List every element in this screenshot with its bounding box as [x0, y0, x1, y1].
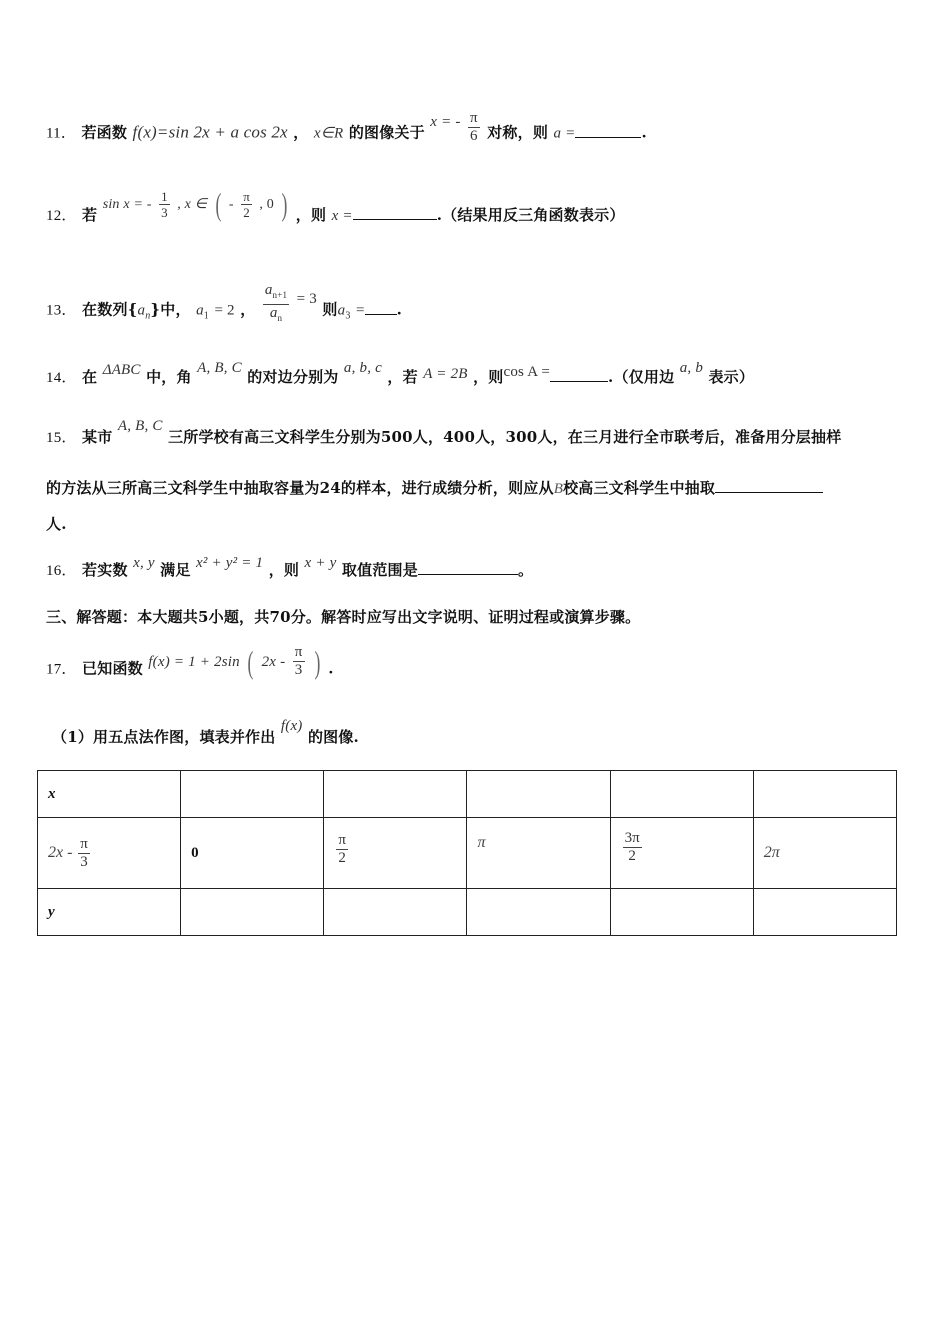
q11-text-2: ，	[293, 123, 309, 142]
question-12	[46, 186, 625, 232]
table-cell-0: 0	[181, 818, 324, 889]
fraction-numerator: π	[294, 644, 303, 660]
question-15	[46, 418, 842, 447]
table-cell[interactable]	[753, 889, 896, 936]
question-number: 15．	[46, 430, 77, 446]
q14-text-2: 中，角	[146, 368, 192, 386]
question-number: 17．	[46, 661, 77, 678]
answer-blank[interactable]	[353, 205, 437, 220]
fraction-denominator	[263, 305, 289, 327]
q12-interval-fraction	[241, 189, 252, 220]
q15-text-2: 三所学校有高三文科学生分别为500人，400人，300人，在三月进行全市联考后，准备用分层抽样	[168, 428, 842, 446]
q17-function: f(x) = 1 + 2sin	[148, 653, 240, 670]
q17-1-text-2: 的图像.	[307, 728, 359, 746]
q11-function: f(x)=sin 2x + a cos 2x	[132, 122, 288, 142]
table-row	[38, 889, 897, 936]
row2-label-pre: 2x -	[48, 843, 73, 861]
table-cell-pi-over-2	[324, 818, 467, 889]
q13-text-1: 在数列{	[82, 300, 138, 319]
table-cell[interactable]	[753, 771, 896, 818]
q11-axis-lhs: x = -	[430, 113, 461, 130]
q13-seq-sub: n	[145, 310, 151, 322]
table-cell[interactable]	[181, 889, 324, 936]
q12-condition: sin x = -	[102, 197, 152, 212]
table-row	[38, 771, 897, 818]
table-cell-pi	[467, 818, 610, 889]
q14-text-3: 的对边分别为	[247, 368, 339, 386]
q11-text-4: 对称，则	[487, 123, 549, 142]
ratio-den-sub: n	[277, 313, 283, 323]
cell-pi: π	[477, 834, 486, 851]
cell-2pi: 2π	[763, 844, 780, 861]
q14-condition: A = 2B	[423, 366, 468, 382]
q17-1-text-1: （1）用五点法作图，填表并作出	[52, 728, 276, 746]
left-paren: (	[215, 186, 222, 222]
question-14	[46, 360, 755, 387]
q14-vars: a, b	[679, 360, 704, 376]
row-label-x: x	[38, 771, 181, 818]
table-cell[interactable]	[324, 889, 467, 936]
table-cell[interactable]	[181, 771, 324, 818]
q13-end: .	[396, 300, 403, 319]
question-13	[46, 282, 403, 333]
q14-text-5: ，则	[473, 368, 504, 386]
fraction-denominator: 6	[470, 128, 478, 144]
q13-a1: a	[196, 302, 204, 319]
answer-blank[interactable]	[575, 123, 641, 138]
question-number: 16．	[46, 563, 77, 579]
answer-blank[interactable]	[418, 560, 518, 575]
q17-text-1: 已知函数	[82, 659, 143, 678]
row-label-y: y	[38, 889, 181, 936]
fraction-denominator: 3	[294, 662, 303, 678]
q17-1-function: f(x)	[280, 718, 303, 734]
q13-a3-eq: =	[355, 302, 365, 319]
question-number: 13．	[46, 302, 77, 319]
q13-ratio	[263, 282, 289, 327]
section-heading: 三、解答题：本大题共5小题，共70分。解答时应写出文字说明、证明过程或演算步骤。	[46, 608, 641, 626]
q14-angles: A, B, C	[197, 360, 242, 376]
row2-label-fraction	[78, 836, 90, 871]
q12-fraction	[159, 189, 170, 220]
q16-expr: x + y	[304, 555, 337, 571]
q11-answer-label: a =	[553, 125, 576, 142]
fraction-numerator: π	[80, 835, 88, 852]
q16-text-3: ，则	[268, 561, 300, 579]
ratio-den: a	[269, 305, 278, 321]
q13-seq: a	[137, 302, 146, 319]
q14-ask: cos A =	[503, 364, 551, 380]
table-cell[interactable]	[324, 771, 467, 818]
q17-fraction	[293, 644, 305, 679]
q13-text-2: }中，	[150, 300, 191, 319]
q14-triangle: ΔABC	[102, 362, 141, 378]
q13-text-4: 则	[322, 300, 338, 319]
q15-line2b: 校高三文科学生中抽取	[563, 479, 716, 497]
q15-school-b: B	[553, 481, 564, 497]
table-cell[interactable]	[467, 771, 610, 818]
q14-sides: a, b, c	[343, 360, 382, 376]
fraction-numerator: π	[470, 110, 478, 126]
q16-vars: x, y	[133, 555, 155, 571]
question-17	[46, 643, 334, 687]
q13-a3: a	[337, 302, 346, 319]
q12-text-2: ，则	[295, 206, 327, 224]
q13-ratio-value: = 3	[296, 290, 317, 307]
table-row	[38, 818, 897, 889]
fraction-numerator: 3π	[624, 829, 640, 846]
q12-condition-2: , x ∈	[177, 197, 208, 212]
q16-end: 。	[517, 561, 534, 579]
q12-text-3: .（结果用反三角函数表示）	[436, 206, 625, 224]
q11-domain: x∈R	[313, 125, 344, 142]
q17-inner: 2x -	[261, 653, 286, 670]
table-cell-2pi	[753, 818, 896, 889]
q11-end: .	[641, 123, 647, 142]
fraction-numerator: 1	[161, 188, 168, 204]
fraction-numerator	[263, 282, 289, 305]
q12-answer-label: x =	[331, 208, 353, 224]
q13-a1-value: = 2	[214, 302, 235, 319]
q16-text-2: 满足	[160, 561, 191, 579]
answer-blank[interactable]	[365, 300, 397, 315]
right-paren: )	[281, 186, 288, 222]
question-15-line-3	[46, 513, 67, 534]
q13-a3-sub: 3	[345, 310, 351, 322]
q14-text-7: 表示）	[708, 368, 755, 386]
question-16	[46, 555, 534, 580]
q13-text-3: ，	[240, 300, 256, 319]
q16-text-1: 若实数	[82, 561, 128, 579]
question-number: 12．	[46, 208, 77, 224]
cell-fraction	[336, 832, 348, 867]
ratio-num-sub: n+1	[272, 290, 288, 300]
answer-blank[interactable]	[715, 478, 823, 493]
q16-condition: x² + y² = 1	[196, 555, 264, 571]
table-cell[interactable]	[610, 771, 753, 818]
answer-blank[interactable]	[550, 367, 608, 382]
question-number: 14．	[46, 370, 77, 386]
fraction-denominator: 2	[243, 204, 250, 220]
q15-text-1: 某市	[82, 428, 113, 446]
ratio-num: a	[264, 282, 273, 298]
fraction-denominator: 2	[628, 847, 636, 864]
right-paren: )	[314, 643, 321, 680]
fraction-denominator: 3	[80, 853, 88, 870]
row-label-2x-minus-pi-over-3	[38, 818, 181, 889]
question-11	[46, 110, 647, 151]
q14-text-4: ，若	[387, 368, 418, 386]
q15-schools: A, B, C	[117, 418, 163, 434]
q14-text-1: 在	[82, 368, 98, 386]
left-paren: (	[247, 643, 254, 680]
fraction-numerator: π	[338, 831, 346, 848]
q17-end: .	[328, 659, 334, 678]
fraction-denominator: 3	[161, 204, 168, 220]
q11-axis-fraction	[468, 110, 480, 145]
question-number: 11．	[46, 125, 77, 142]
table-cell[interactable]	[610, 889, 753, 936]
q11-text-3: 的图像关于	[348, 123, 425, 142]
q12-text-1: 若	[82, 206, 98, 224]
q12-interval-end: , 0	[259, 197, 275, 212]
cell-fraction	[623, 830, 642, 865]
q12-interval-neg: -	[228, 197, 234, 212]
q15-line3: 人.	[46, 515, 67, 533]
fraction-numerator: π	[243, 188, 250, 204]
question-17-part-1	[52, 718, 359, 747]
q14-text-6: .（仅用边	[608, 368, 675, 386]
question-15-line-2	[46, 477, 823, 498]
table-cell-3pi-over-2	[610, 818, 753, 889]
table-cell[interactable]	[467, 889, 610, 936]
five-point-table	[37, 770, 897, 936]
q11-text-1: 若函数	[81, 123, 128, 142]
fraction-denominator: 2	[338, 849, 346, 866]
q13-a1-sub: 1	[203, 310, 209, 322]
q16-text-4: 取值范围是	[341, 561, 418, 579]
q15-line2a: 的方法从三所高三文科学生中抽取容量为24的样本，进行成绩分析，则应从	[46, 479, 554, 497]
